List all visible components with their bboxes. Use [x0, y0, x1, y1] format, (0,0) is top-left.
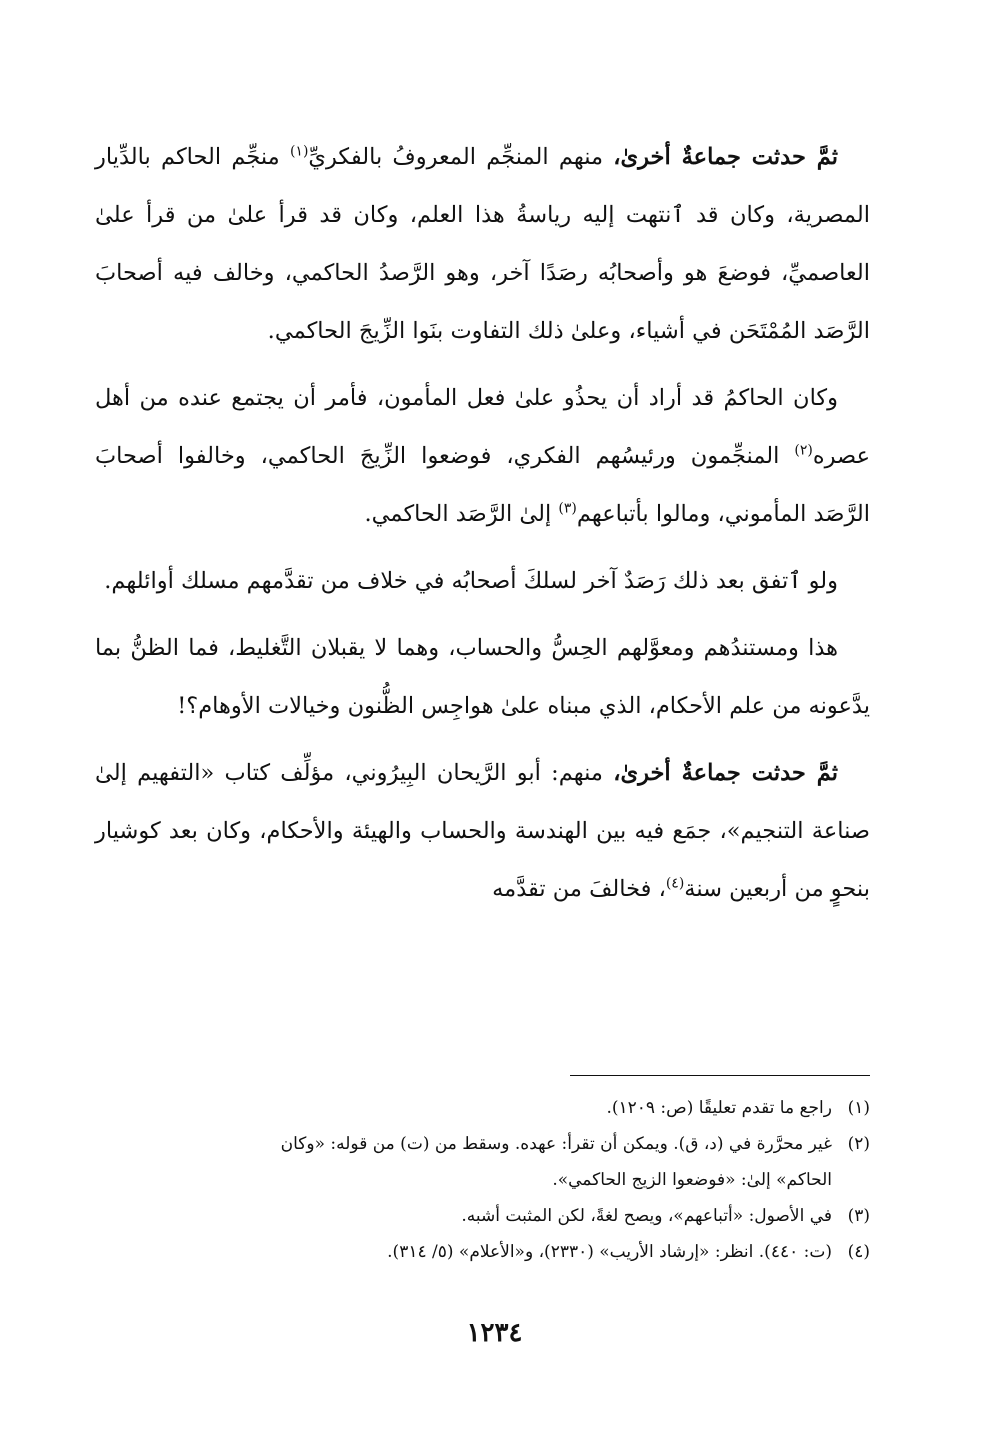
paragraph-text: منجِّم الحاكم بالدِّيار المصرية، وكان قد ٱنتهت إليه رياسةُ هذا العلم، وكان قد قرأ علىٰ من قرأ علىٰ العاصميِّ، فوضعَ هو وأصحابُه رصَدًا آخر، وهو الرَّصدُ الحاكمي، وخالف فيه أصحابَ الرَّصَد المُمْتَحَن في أشياء، وعلىٰ ذلك التفاوت بنَوا الزِّيجَ الحاكمي. [95, 144, 870, 344]
footnote-ref-2: (٢) [794, 442, 813, 459]
paragraph-5 [95, 744, 870, 918]
footnote-ref-1: (١) [289, 143, 309, 160]
footnote-number: (٢) [847, 1134, 870, 1154]
footnotes [95, 1090, 870, 1270]
paragraph-3 [95, 552, 870, 610]
paragraph-text: إلىٰ الرَّصَد الحاكمي. [364, 501, 559, 527]
footnote-number: (٤) [847, 1242, 870, 1262]
paragraph-text: وكان الحاكمُ قد أراد أن يحذُو علىٰ فعل المأمون، فأمر أن يجتمع عنده من أهل عصره [95, 385, 870, 469]
footnote-text: في الأصول: «أتباعهم»، ويصح لغةً، لكن المثبت أشبه. [461, 1206, 832, 1226]
main-text [95, 128, 870, 927]
footnote-3 [95, 1198, 870, 1234]
paragraph-4 [95, 619, 870, 735]
footnote-4 [95, 1234, 870, 1270]
paragraph-lead: ثمَّ حدثت جماعةٌ أخرىٰ، [613, 760, 838, 786]
paragraph-text: ، فخالفَ من تقدَّمه [492, 876, 666, 902]
footnote-2-continuation [95, 1162, 870, 1198]
paragraph-text: المنجِّمون ورئيسُهم الفكري، فوضعوا الزِّيجَ الحاكمي، وخالفوا أصحابَ الرَّصَد المأموني، ومالوا بأتباعهم [95, 443, 870, 527]
paragraph-1 [95, 128, 870, 360]
paragraph-text: منهم المنجِّم المعروفُ بالفكريِّ [308, 144, 614, 170]
footnote-text: راجع ما تقدم تعليقًا (ص: ١٢٠٩). [606, 1098, 832, 1118]
paragraph-lead: ثمَّ حدثت جماعةٌ أخرىٰ، [613, 144, 838, 170]
footnote-2 [95, 1126, 870, 1162]
footnote-text: غير محرَّرة في (د، ق). ويمكن أن تقرأ: عهده. وسقط من (ت) من قوله: «وكان [280, 1134, 832, 1154]
footnote-ref-4: (٤) [665, 875, 685, 892]
footnote-1 [95, 1090, 870, 1126]
page-number: ١٢٣٤ [466, 1318, 523, 1348]
footnote-divider [570, 1075, 870, 1076]
paragraph-text: هذا ومستندُهم ومعوَّلهم الحِسُّ والحساب، وهما لا يقبلان التَّغليط، فما الظنُّ بما يدَّعونه من علم الأحكام، الذي مبناه علىٰ هواجِس الظُّنون وخيالات الأوهام؟! [95, 635, 870, 719]
footnote-text: الحاكم» إلىٰ: «فوضعوا الزيج الحاكمي». [552, 1170, 832, 1190]
paragraph-text: منهم: أبو الرَّيحان البِيرُوني، مؤلِّف كتاب «التفهيم إلىٰ صناعة التنجيم»، جمَع فيه بين الهندسة والحساب والهيئة والأحكام، وكان بعد كوشيار بنحوٍ من أربعين سنة [95, 760, 870, 902]
footnote-number: (١) [847, 1098, 870, 1118]
footnote-ref-3: (٣) [558, 500, 577, 517]
paragraph-2 [95, 369, 870, 543]
footnote-text: (ت: ٤٤٠). انظر: «إرشاد الأريب» (٢٣٣٠)، و«الأعلام» (٥/ ٣١٤). [387, 1242, 832, 1262]
paragraph-text: ولو ٱتفق بعد ذلك رَصَدٌ آخر لسلكَ أصحابُه في خلاف من تقدَّمهم مسلك أوائلهم. [104, 568, 838, 594]
footnote-number: (٣) [847, 1206, 870, 1226]
